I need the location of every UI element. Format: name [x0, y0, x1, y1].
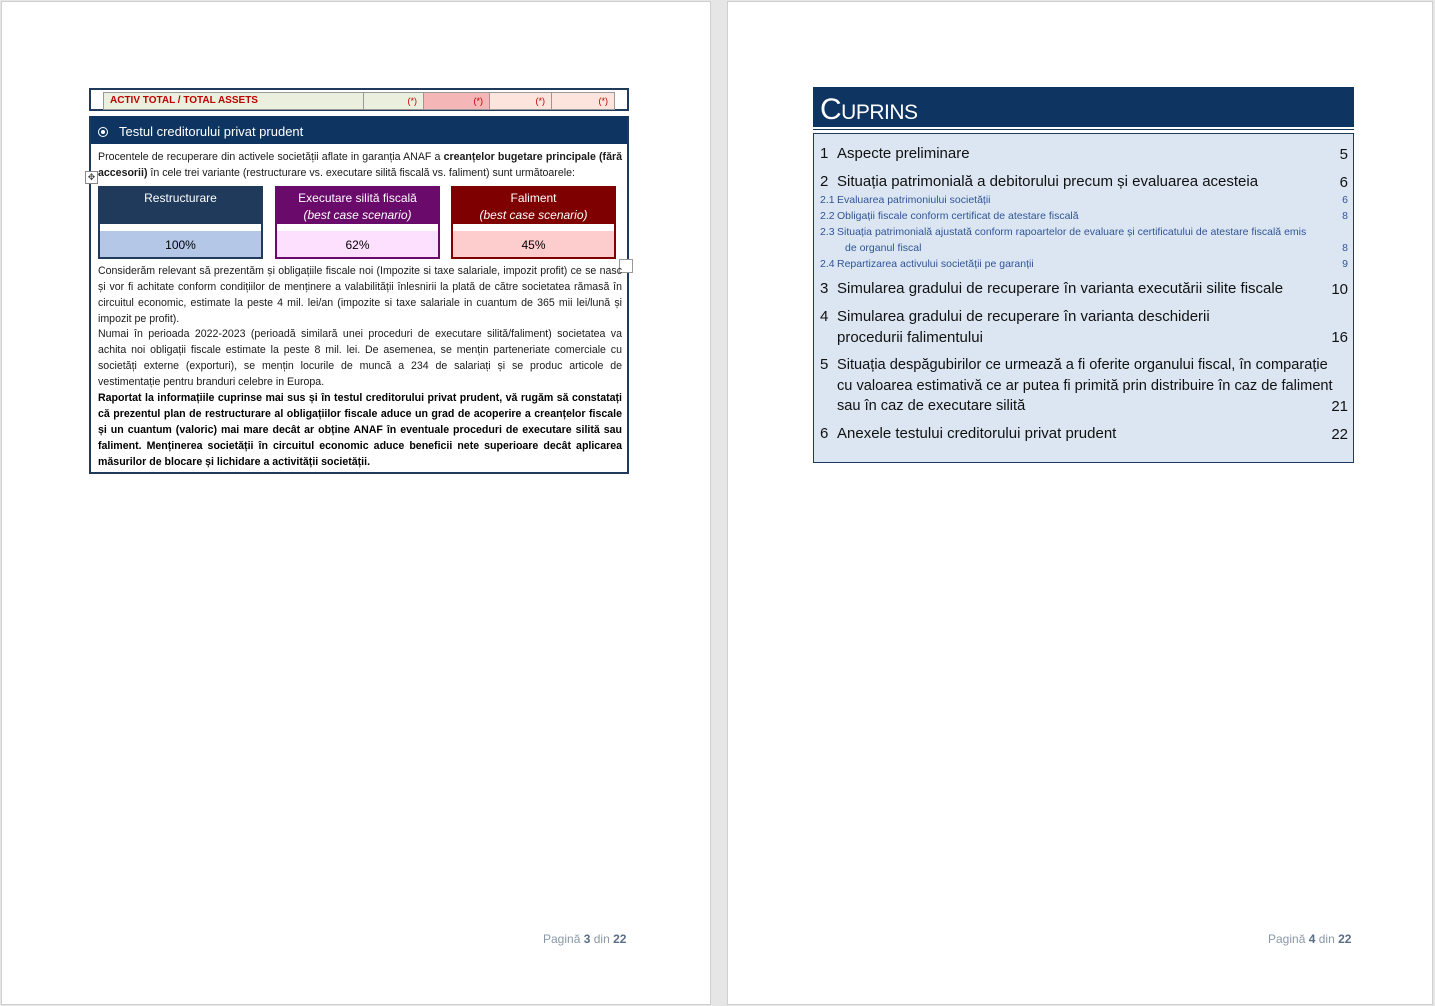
footer-mid: din: [1315, 932, 1339, 946]
toc-entry-text: Simularea gradului de recuperare în varianta executării silite fiscale: [837, 280, 1284, 297]
toc-entry-number: 2.1: [820, 194, 835, 206]
footer-prefix: Pagină: [543, 932, 584, 946]
section-title: Testul creditorului privat prudent: [119, 124, 304, 139]
scenario-subtitle: (best case scenario): [303, 208, 412, 222]
footer-prefix: Pagină: [1268, 932, 1309, 946]
section-header: [91, 116, 627, 146]
scenario-value: 45%: [453, 231, 614, 257]
toc-entry-text: Simularea gradului de recuperare în varianta deschiderii procedurii falimentului: [837, 308, 1210, 346]
toc-title: Cuprins: [813, 87, 1354, 129]
prudent-creditor-test-box: [89, 116, 629, 474]
toc-entry-text: Situația patrimonială a debitorului precum și evaluarea acesteia: [837, 173, 1259, 190]
total-assets-value-2: (*): [424, 93, 490, 109]
toc-entry-page: 5: [1339, 145, 1348, 163]
table-of-contents: [813, 133, 1354, 463]
footer-page-number: 3: [583, 932, 591, 946]
toc-entry-number: 4: [820, 308, 829, 325]
intro-text-2: în cele trei variante (restructurare vs. executare silită fiscală vs. faliment) sunt următoarele:: [147, 166, 575, 179]
table-move-handle-icon[interactable]: ✥: [85, 171, 98, 184]
toc-entry-page: 9: [1342, 258, 1348, 270]
toc-entry[interactable]: [820, 172, 1348, 193]
toc-entry-number: 3: [820, 280, 829, 297]
toc-entry-text: Anexele testului creditorului privat prudent: [837, 425, 1117, 442]
paragraph-new-obligations: Considerăm relevant să prezentăm și obligațiile fiscale noi (Impozite si taxe salariale, impozit profit) ce se nasc și vor fi achitate conform condițiilor de menținere a valabilității înlesnirii la plată de către societatea rămasă în circuitul economic, estimate la peste 4 mil. lei/an (impozite si taxe salariale in cuantum de 365 mii lei/lună și impozit pe profit).: [98, 265, 622, 325]
toc-subentry[interactable]: [820, 256, 1348, 272]
footer-mid: din: [590, 932, 614, 946]
toc-entry-text: Situația despăgubirilor ce urmează a fi oferite organului fiscal, în comparație cu valoarea estimativă ce ar putea fi primită prin distribuire în caz de faliment sau în caz de executare silită: [837, 357, 1333, 414]
toc-entry-number: 5: [820, 356, 829, 373]
toc-entry-text: Situația patrimonială ajustată conform rapoartelor de evaluare și certificatului de atestare fiscală emis: [837, 226, 1307, 238]
total-assets-table: [89, 88, 629, 111]
scenario-title: Restructurare: [144, 191, 217, 205]
page-footer: [543, 932, 626, 946]
toc-entry-text: Evaluarea patrimoniului societății: [837, 194, 991, 206]
scenario-title: Executare silită fiscală: [298, 191, 417, 205]
toc-entry-page: 8: [1342, 242, 1348, 254]
toc-subentry[interactable]: [820, 208, 1348, 224]
toc-entry[interactable]: [820, 279, 1348, 300]
toc-entry[interactable]: [820, 355, 1348, 417]
footer-page-number: 4: [1308, 932, 1316, 946]
toc-entry[interactable]: [820, 307, 1348, 348]
toc-entry-number: 1: [820, 145, 829, 162]
toc-entry[interactable]: [820, 424, 1348, 445]
toc-entry-text-wrap: [837, 224, 1348, 256]
scenario-header: [277, 188, 438, 224]
radio-bullet-icon: [98, 127, 108, 137]
toc-entry-page: 6: [1342, 194, 1348, 206]
document-page-4: [727, 1, 1433, 1005]
toc-entry-page: 16: [1331, 328, 1348, 346]
toc-entry-text: Obligații fiscale conform certificat de atestare fiscală: [837, 210, 1079, 222]
total-assets-label: ACTIV TOTAL / TOTAL ASSETS: [104, 93, 364, 109]
paragraph-conclusion: Raportat la informațiile cuprinse mai sus și în testul creditorului privat prudent, vă rugăm să constatați că prezentul plan de restructurare al obligațiilor fiscale aduce un grad de acoperire a creanțelor fiscale și un cuantum (valoric) mai mare decât ar obține ANAF în eventuale proceduri de executare silită sau faliment. Menținerea societății în circuitul economic aduce beneficii nete superioare decât aplicarea măsurilor de blocare și lichidare a activității societății.: [98, 392, 622, 468]
scenario-subtitle: (best case scenario): [479, 208, 588, 222]
toc-entry-number: 6: [820, 425, 829, 442]
document-page-3: [1, 1, 711, 1005]
paragraph-period-2022-2023: Numai în perioada 2022-2023 (perioadă similară unei proceduri de executare silită/faliment) societatea va achita noi obligații fiscale estimate la peste 8 mil. lei. De asemenea, se mențin parteneriate comerciale cu societăți externe (exporturi), se mențin locurile de muncă a 234 de salariați și se produc articole de vestimentație pentru branduri celebre in Europa.: [98, 328, 622, 388]
scenario-value: 100%: [100, 231, 261, 257]
toc-entry-page: 6: [1339, 173, 1348, 191]
toc-entry-number: 2: [820, 173, 829, 190]
page-footer: [1268, 932, 1351, 946]
total-assets-value-1: (*): [364, 93, 424, 109]
scenario-header: [100, 188, 261, 224]
toc-entry-page: 22: [1331, 425, 1348, 443]
intro-text-1: Procentele de recuperare din activele societății aflate in garanția ANAF a: [98, 151, 444, 163]
toc-subentry[interactable]: [820, 192, 1348, 208]
intro-bold-1: creanțelor bugetare principale: [443, 151, 596, 163]
toc-entry-text: Repartizarea activului societății pe garanții: [837, 258, 1034, 270]
footer-total-pages: 22: [1338, 932, 1352, 946]
scenario-value: 62%: [277, 231, 438, 257]
toc-entry-page: 8: [1342, 210, 1348, 222]
scenario-executare-silita: [275, 186, 440, 259]
scenario-title: Faliment: [510, 191, 557, 205]
scenario-restructurare: [98, 186, 263, 259]
toc-entry-text: Aspecte preliminare: [837, 145, 970, 162]
intro-bold-2: (fără accesorii): [98, 151, 622, 179]
toc-subentry[interactable]: [820, 224, 1348, 256]
scenario-faliment: [451, 186, 616, 259]
toc-entry-number: 2.3: [820, 226, 835, 238]
toc-entry-number: 2.2: [820, 210, 835, 222]
total-assets-value-3: (*): [490, 93, 552, 109]
footer-total-pages: 22: [613, 932, 627, 946]
toc-entry-page: 21: [1331, 397, 1348, 415]
total-assets-row: [103, 92, 615, 110]
scenario-header: [453, 188, 614, 224]
toc-entry-page: 10: [1331, 280, 1348, 298]
intro-paragraph: [98, 150, 622, 182]
toc-entry-number: 2.4: [820, 258, 835, 270]
total-assets-value-4: (*): [552, 93, 614, 109]
toc-entry-text-continued: de organul fiscal: [845, 242, 922, 254]
toc-entry[interactable]: [820, 144, 1348, 165]
